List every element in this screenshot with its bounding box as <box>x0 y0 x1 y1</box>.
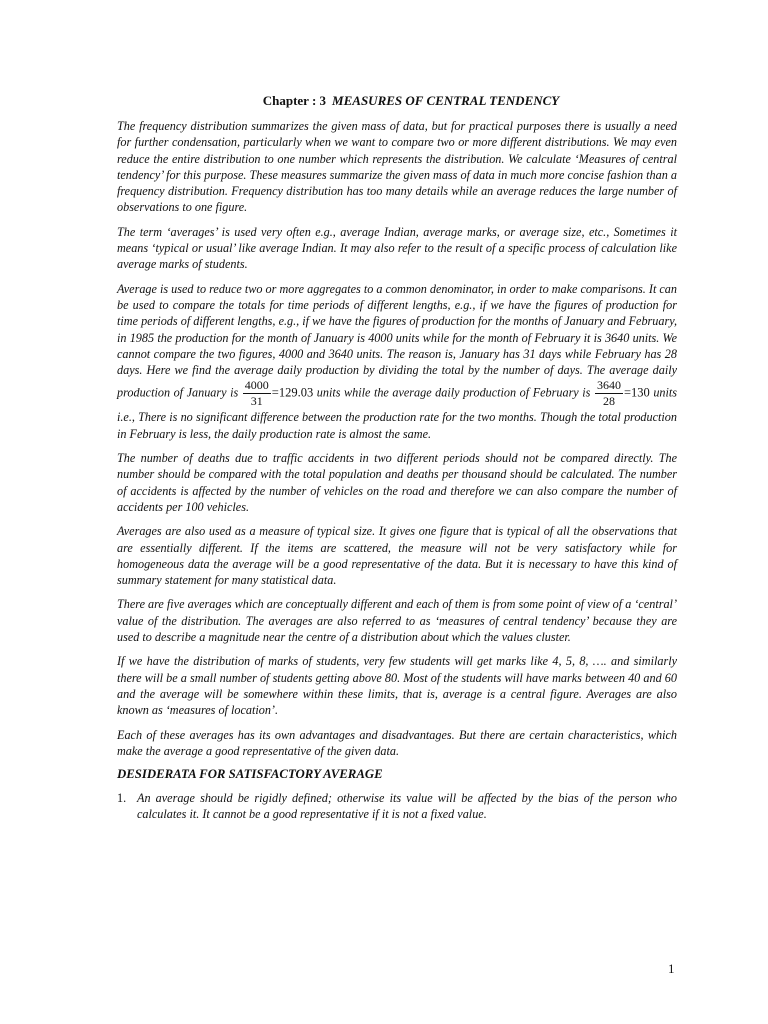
fraction-february-result: =130 <box>623 385 650 400</box>
paragraph-3-text-2: units while the average daily production of February is <box>316 385 591 400</box>
list-item-text: An average should be rigidly defined; otherwise its value will be affected by the bias of the person who calculates it. It cannot be a good representative if it is not a fixed value. <box>137 791 677 822</box>
fraction-january-denominator: 31 <box>250 394 263 409</box>
paragraph-5: Averages are also used as a measure of typical size. It gives one figure that is typical of all the observations that are essentially different. If the items are scattered, the measure will not be very satisfactory while for homogeneous data the average will be a good representative of the data. But it is necessary to have this kind of summary statement for many statistical data. <box>117 524 677 588</box>
list-item-number: 1. <box>117 791 127 806</box>
paragraph-8: Each of these averages has its own advantages and disadvantages. But there are certain characteristics, which make the average a good representative of the given data. <box>117 727 677 758</box>
paragraph-3-text-3: units i.e., There is no significant difference between the production rate for the two months. Though the total production in February is less, the daily production rate is almost the same. <box>117 385 678 441</box>
paragraph-4: The number of deaths due to traffic accidents in two different periods should not be compared directly. The number should be compared with the total population and deaths per thousand should be calculated. The number of accidents is affected by the number of vehicles on the road and therefore we can also compare the number of accidents per 100 vehicles. <box>117 451 677 514</box>
page-content <box>117 93 677 831</box>
fraction-january <box>243 378 271 409</box>
chapter-number: Chapter : 3 <box>262 93 327 108</box>
paragraph-2: The term ‘averages’ is used very often e.g., average Indian, average marks, or average size, etc., Sometimes it means ‘typical or usual’ like average Indian. It may also refer to the result of a specific process of calculation like average marks of students. <box>117 224 677 272</box>
fraction-february-denominator: 28 <box>602 394 615 409</box>
fraction-january-result: =129.03 <box>271 385 314 400</box>
paragraph-7: If we have the distribution of marks of students, very few students will get marks like 4, 5, 8, …. and similarly there will be a small number of students getting above 80. Most of the students will have marks between 40 and 60 and the average will be somewhere within these limits, that is, average is a central figure. Averages are also known as ‘measures of location’. <box>117 654 677 718</box>
chapter-title <box>117 93 677 109</box>
paragraph-3 <box>117 281 677 442</box>
paragraph-3-text-1: Average is used to reduce two or more aggregates to a common denominator, in order to make comparisons. It can be used to compare the totals for time periods of different lengths, e.g., if we have the figures of production for time periods of different lengths, e.g., if we have the figures of production for the months of January and February, in 1985 the production for the month of January is 4000 units while for the month of February it is 3640 units. We cannot compare the two figures, 4000 and 3640 units. The reason is, January has 31 days while February has 28 days. Here we find the average daily production by dividing the total by the number of days. The average daily production of January is <box>117 281 677 400</box>
fraction-january-numerator: 4000 <box>244 378 269 393</box>
page-number: 1 <box>668 961 675 976</box>
chapter-heading: MEASURES OF CENTRAL TENDENCY <box>332 93 560 108</box>
paragraph-1: The frequency distribution summarizes the given mass of data, but for practical purposes there is usually a need for further condensation, particularly when we want to compare two or more different distributions. We may even reduce the entire distribution to one number which represents the distribution. We calculate ‘Measures of central tendency’ for this purpose. These measures summarize the given mass of data in much more concise fashion than a frequency distribution. Frequency distribution has too many details while an average reduces the large number of observations to one figure. <box>117 119 677 215</box>
paragraph-6: There are five averages which are conceptually different and each of them is from some point of view of a ‘central’ value of the distribution. The averages are also referred to as ‘measures of central tendency’ because they are used to describe a magnitude near the centre of a distribution about which the values cluster. <box>117 597 677 645</box>
fraction-february-numerator: 3640 <box>596 378 621 393</box>
fraction-february <box>595 378 623 409</box>
section-heading: DESIDERATA FOR SATISFACTORY AVERAGE <box>117 767 383 782</box>
list-item <box>117 790 677 823</box>
